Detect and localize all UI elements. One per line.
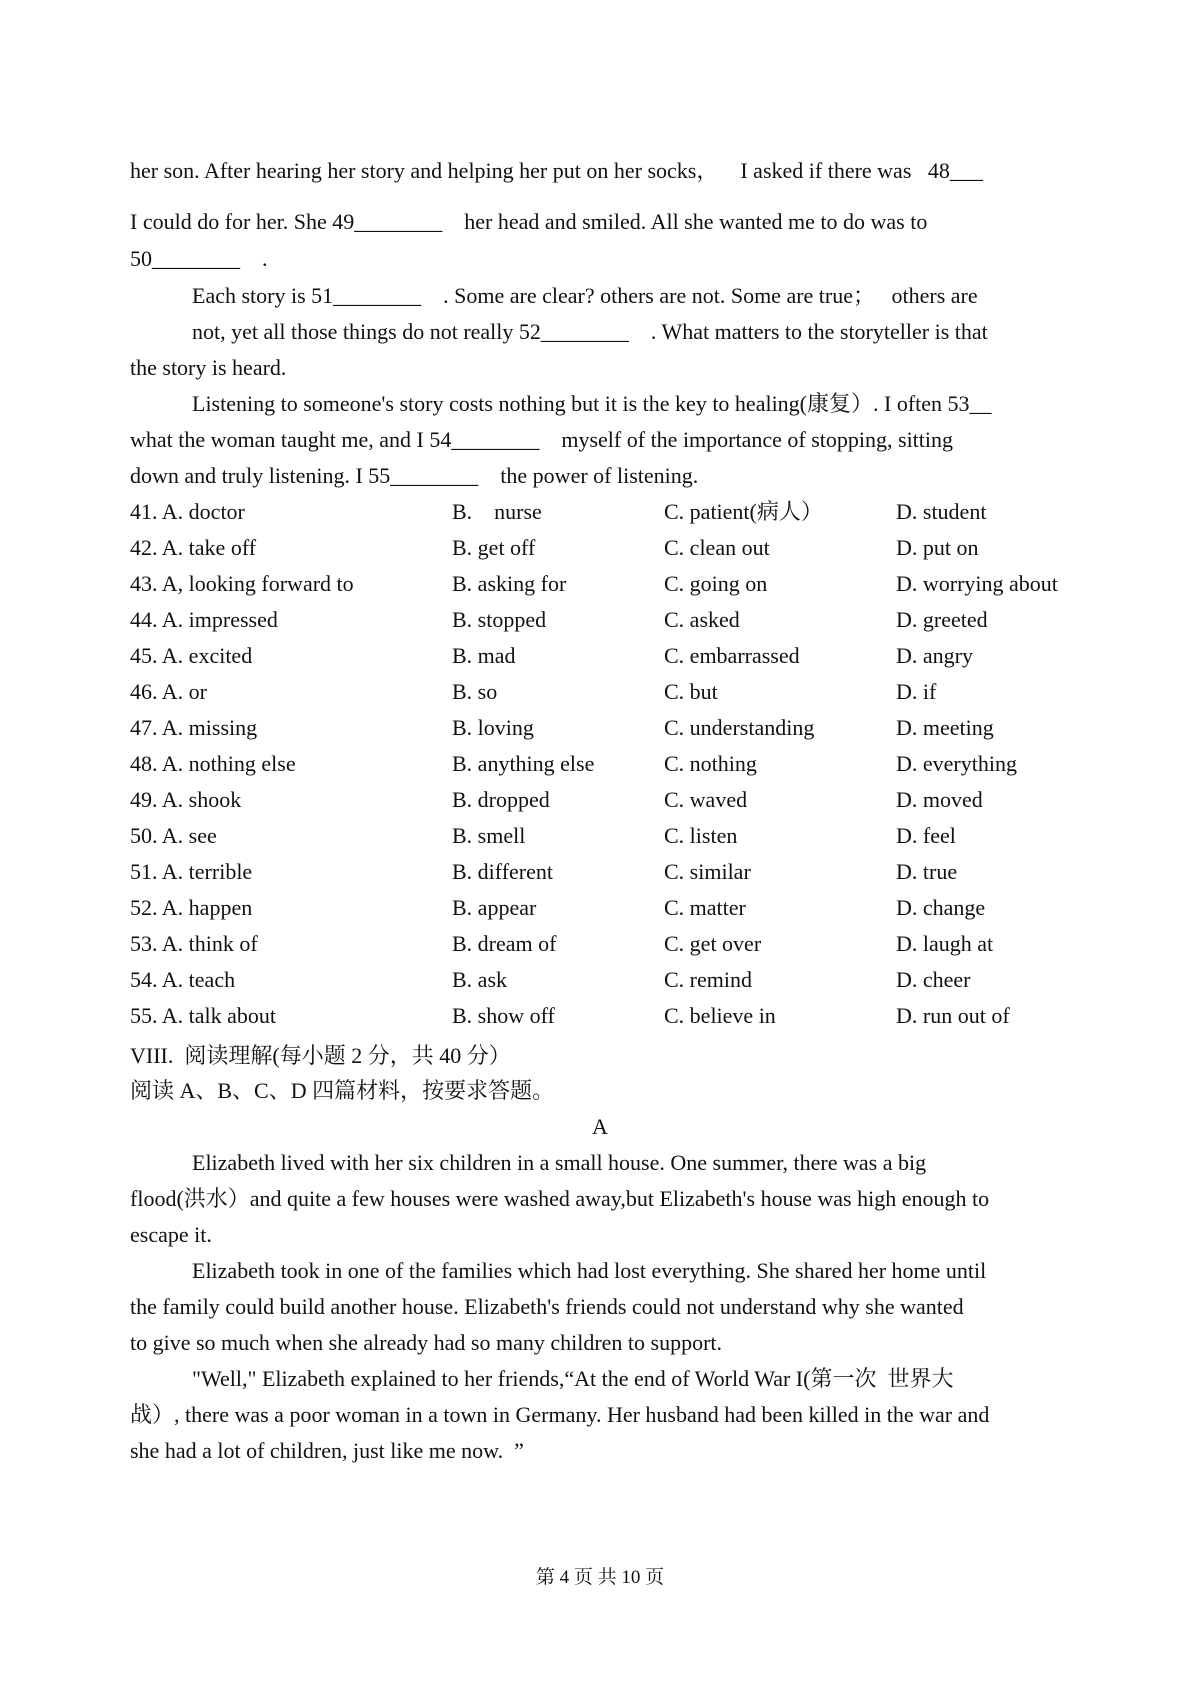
option-b: B. asking for: [452, 571, 567, 596]
option-a: 55. A. talk about: [130, 1003, 277, 1028]
passage-line: escape it.: [130, 1222, 212, 1247]
option-a: 48. A. nothing else: [130, 751, 296, 776]
option-c: C. asked: [664, 607, 740, 632]
option-d: D. change: [896, 895, 986, 920]
option-b: B. show off: [452, 1003, 555, 1028]
passage-line: not, yet all those things do not really 52________ . What matters to the storyteller is that: [192, 319, 988, 344]
option-a: 54. A. teach: [130, 967, 236, 992]
option-b: B. get off: [452, 535, 536, 560]
passage-line: flood(洪水）and quite a few houses were washed away,but Elizabeth's house was high enough to: [130, 1186, 990, 1211]
option-a: 52. A. happen: [130, 895, 253, 920]
option-d: D. cheer: [896, 967, 971, 992]
passage-line: 战）, there was a poor woman in a town in Germany. Her husband had been killed in the war and: [130, 1402, 990, 1427]
option-a: 45. A. excited: [130, 643, 253, 668]
option-c: C. matter: [664, 895, 746, 920]
option-c: C. understanding: [664, 715, 815, 740]
passage-line: the story is heard.: [130, 355, 287, 380]
option-b: B. loving: [452, 715, 534, 740]
passage-line: she had a lot of children, just like me now. ”: [130, 1438, 524, 1463]
option-c: C. clean out: [664, 535, 770, 560]
option-b: B. dropped: [452, 787, 550, 812]
option-c: C. but: [664, 679, 718, 704]
passage-line: what the woman taught me, and I 54________ myself of the importance of stopping, sitting: [130, 427, 954, 452]
option-d: D. run out of: [896, 1003, 1010, 1028]
option-c: C. embarrassed: [664, 643, 800, 668]
option-a: 46. A. or: [130, 679, 207, 704]
passage-a-label: A: [592, 1114, 608, 1139]
passage-line: Elizabeth lived with her six children in a small house. One summer, there was a big: [192, 1150, 927, 1175]
option-b: B. so: [452, 679, 498, 704]
option-d: D. student: [896, 499, 987, 524]
option-b: B. different: [452, 859, 554, 884]
passage-line: to give so much when she already had so many children to support.: [130, 1330, 723, 1355]
passage-line: her son. After hearing her story and helping her put on her socks， I asked if there was 48___: [130, 158, 983, 183]
option-c: C. going on: [664, 571, 768, 596]
option-a: 41. A. doctor: [130, 499, 245, 524]
passage-line: the family could build another house. Elizabeth's friends could not understand why she wanted: [130, 1294, 964, 1319]
option-d: D. everything: [896, 751, 1017, 776]
option-c: C. waved: [664, 787, 748, 812]
option-b: B. stopped: [452, 607, 547, 632]
option-a: 50. A. see: [130, 823, 217, 848]
passage-line: Each story is 51________ . Some are clear? others are not. Some are true； others are: [192, 283, 978, 308]
option-c: C. believe in: [664, 1003, 776, 1028]
passage-line: 50________ .: [130, 246, 268, 271]
option-d: D. if: [896, 679, 937, 704]
option-a: 43. A, looking forward to: [130, 571, 354, 596]
passage-line: I could do for her. She 49________ her head and smiled. All she wanted me to do was to: [130, 209, 928, 234]
option-d: D. true: [896, 859, 958, 884]
option-b: B. anything else: [452, 751, 595, 776]
page-footer: 第 4 页 共 10 页: [535, 1567, 665, 1588]
option-a: 42. A. take off: [130, 535, 257, 560]
option-a: 53. A. think of: [130, 931, 258, 956]
option-c: C. nothing: [664, 751, 757, 776]
option-d: D. put on: [896, 535, 979, 560]
option-d: D. greeted: [896, 607, 988, 632]
option-d: D. laugh at: [896, 931, 994, 956]
section-instruction: 阅读 A、B、C、D 四篇材料，按要求答题。: [130, 1078, 555, 1103]
passage-line: down and truly listening. I 55________ the power of listening.: [130, 463, 699, 488]
option-b: B. dream of: [452, 931, 557, 956]
option-a: 44. A. impressed: [130, 607, 278, 632]
passage-line: Listening to someone's story costs nothing but it is the key to healing(康复）. I often 53__: [192, 391, 992, 416]
option-d: D. moved: [896, 787, 983, 812]
option-d: D. angry: [896, 643, 973, 668]
option-c: C. remind: [664, 967, 752, 992]
option-b: B. appear: [452, 895, 537, 920]
option-c: C. similar: [664, 859, 751, 884]
option-d: D. feel: [896, 823, 956, 848]
option-b: B. ask: [452, 967, 507, 992]
option-c: C. patient(病人）: [664, 499, 823, 524]
section-heading: VIII. 阅读理解(每小题 2 分，共 40 分）: [130, 1043, 511, 1068]
option-d: D. worrying about: [896, 571, 1058, 596]
option-b: B. mad: [452, 643, 516, 668]
option-b: B. nurse: [452, 499, 542, 524]
option-c: C. get over: [664, 931, 762, 956]
option-a: 49. A. shook: [130, 787, 242, 812]
passage-line: Elizabeth took in one of the families which had lost everything. She shared her home until: [192, 1258, 987, 1283]
option-a: 51. A. terrible: [130, 859, 253, 884]
option-c: C. listen: [664, 823, 738, 848]
passage-line: "Well," Elizabeth explained to her friends,“At the end of World War I(第一次 世界大: [192, 1366, 954, 1391]
option-a: 47. A. missing: [130, 715, 258, 740]
option-b: B. smell: [452, 823, 526, 848]
option-d: D. meeting: [896, 715, 994, 740]
